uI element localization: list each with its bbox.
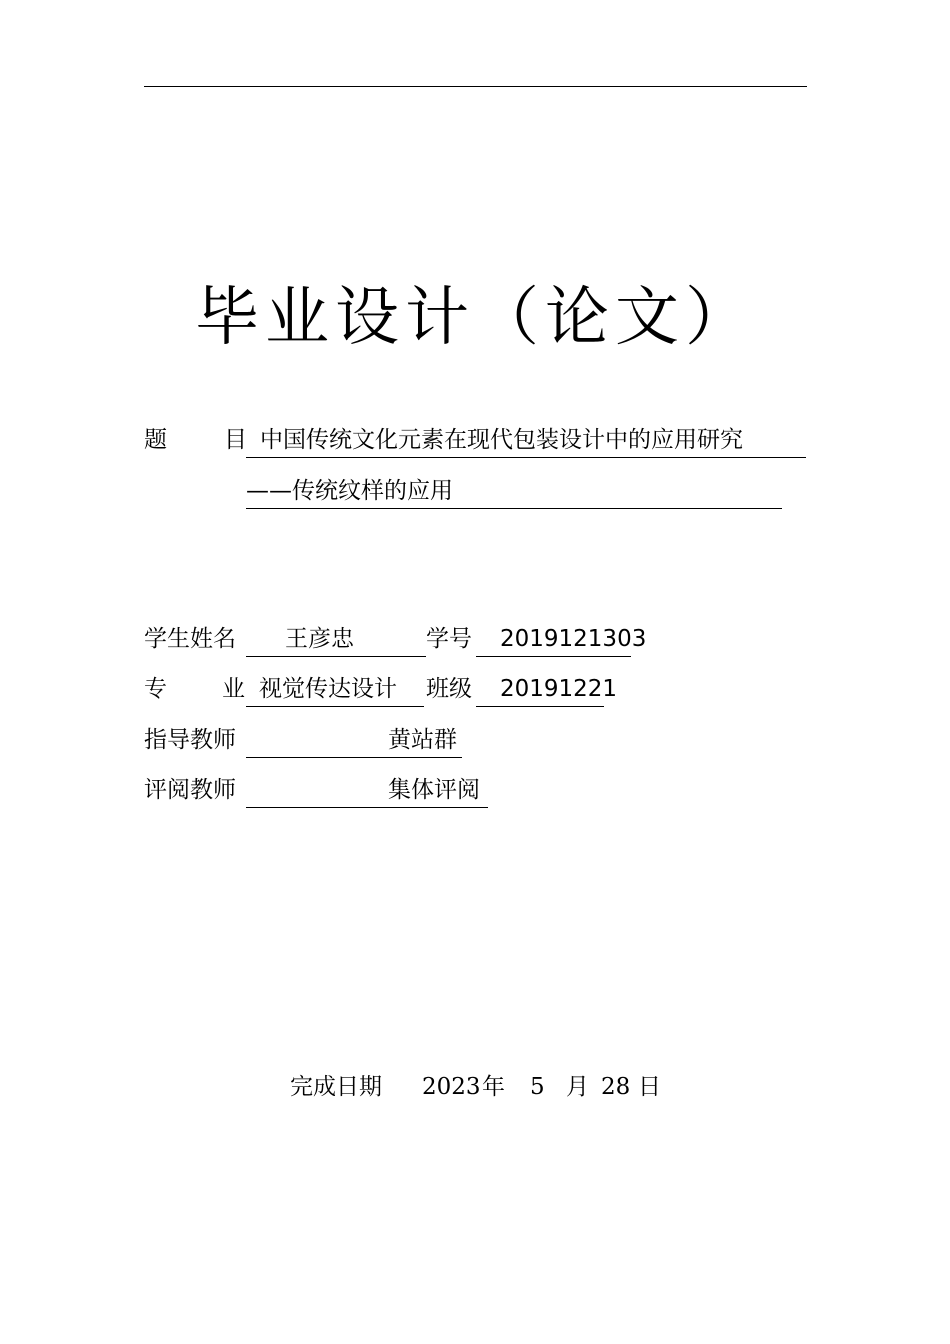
date-label: 完成日期 [290,1074,382,1100]
topic-line-2: ——传统纹样的应用 [246,478,453,504]
completion-date [290,1072,690,1104]
topic-label-1: 题 [144,427,167,453]
topic-row-1 [144,425,814,457]
topic-label-2: 目 [224,427,247,453]
date-day: 28 [601,1074,631,1100]
header-rule [144,86,807,87]
reviewer-row [144,775,544,807]
student-id: 2019121303 [500,626,647,652]
student-name-label: 学生姓名 [144,626,236,652]
class-label: 班级 [426,676,472,702]
major-label-1: 专 [144,676,167,702]
reviewer: 集体评阅 [388,777,480,803]
month-unit: 月 [566,1074,589,1100]
major: 视觉传达设计 [259,676,397,702]
major-label-2: 业 [222,676,245,702]
major-row [144,674,644,706]
year-unit: 年 [482,1074,505,1100]
reviewer-label: 评阅教师 [144,777,236,803]
student-row [144,624,647,656]
day-unit: 日 [638,1074,661,1100]
date-month: 5 [530,1074,545,1100]
student-name: 王彦忠 [285,626,354,652]
date-year: 2023 [422,1074,481,1100]
class-no: 20191221 [500,676,618,702]
topic-line-1: 中国传统文化元素在现代包装设计中的应用研究 [260,427,743,453]
document-title: 毕业设计（论文） [195,281,755,355]
student-id-label: 学号 [426,626,472,652]
topic-row-2 [144,476,814,508]
advisor: 黄站群 [388,727,457,753]
advisor-label: 指导教师 [144,727,236,753]
advisor-row [144,725,544,757]
